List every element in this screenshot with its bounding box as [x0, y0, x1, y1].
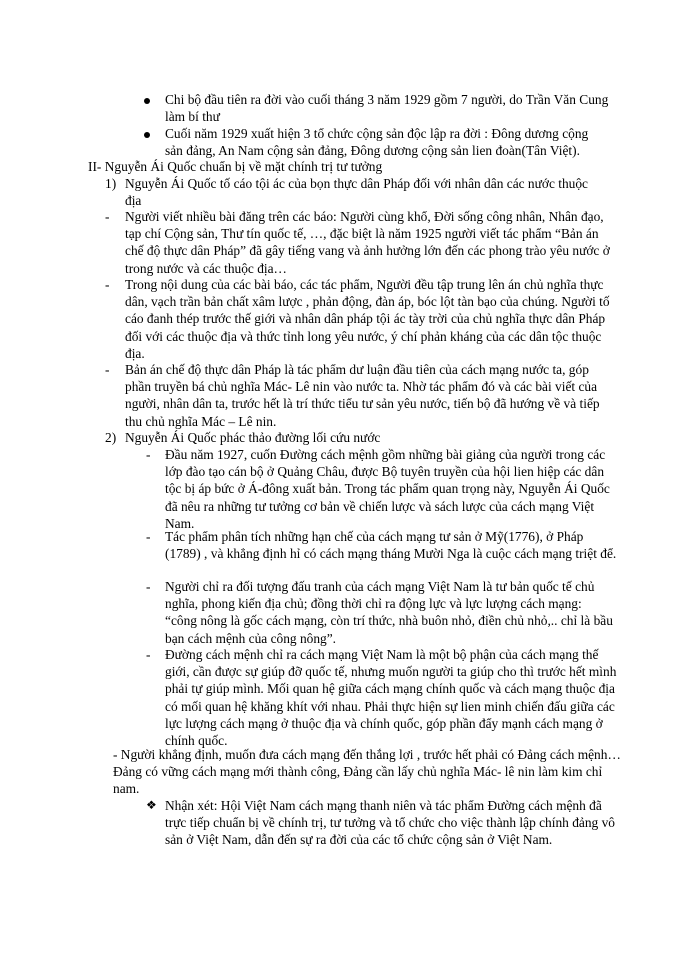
- item-1-point-3: Bản án chế độ thực dân Pháp là tác phẩm dư luận đầu tiên của cách mạng nước ta, góp phần truyền bá chủ nghĩa Mác- Lê nin vào nước ta. Nhờ tác phẩm đó và các bài viết của người, nhân dân ta, trước hết là trí thức tiểu tư sản yêu nước, tiến bộ đã hướng về và tiếp thu chủ nghĩa Mác – Lê nin.: [125, 362, 600, 429]
- top-bullet-1: Chi bộ đầu tiên ra đời vào cuối tháng 3 năm 1929 gồm 7 người, do Trần Văn Cung làm bí thư: [165, 92, 609, 125]
- dash-marker: -: [146, 447, 151, 462]
- item-1-title: Nguyễn Ái Quốc tố cáo tội ác của bọn thực dân Pháp đối với nhân dân các nước thuộc địa: [125, 176, 588, 209]
- dash-marker: -: [146, 647, 151, 662]
- remark-paragraph: Nhận xét: Hội Việt Nam cách mạng thanh niên và tác phẩm Đường cách mệnh đã trực tiếp chuẩn bị về chính trị, tư tưởng và tổ chức cho việc thành lập chính đảng vô sản ở Việt Nam, dẫn đến sự ra đời của các tổ chức cộng sản ở Việt Nam.: [165, 798, 615, 848]
- dash-marker: -: [146, 529, 151, 544]
- dash-marker: -: [146, 579, 151, 594]
- item-2-point-3: Người chỉ ra đối tượng đấu tranh của cách mạng Việt Nam là tư bản quốc tế chủ nghĩa, phong kiến địa chủ; đồng thời chỉ ra động lực và lực lượng cách mạng: “công nông là gốc cách mạng, còn trí thức, nhà buôn nhỏ, điền chủ nhỏ,.. chỉ là bầu bạn cách mệnh của công nông”.: [165, 579, 613, 646]
- dash-marker: -: [105, 277, 110, 292]
- diamond-bullet-icon: ❖: [146, 798, 157, 812]
- item-2-marker: 2): [105, 430, 117, 445]
- party-point: - Người khẳng định, muốn đưa cách mạng đến thắng lợi , trước hết phải có Đảng cách mệnh… Đảng có vững cách mạng mới thành công, Đảng cần lấy chủ nghĩa Mác- lê nin làm kim chỉ nam.: [113, 747, 621, 797]
- item-2-point-2: Tác phẩm phân tích những hạn chế của cách mạng tư sản ở Mỹ(1776), ở Pháp (1789) , và khẳng định hỉ có cách mạng tháng Mười Nga là cuộc cách mạng triệt để.: [165, 529, 617, 562]
- bullet-dot-icon: [144, 132, 150, 138]
- item-2-point-4: Đường cách mệnh chỉ ra cách mạng Việt Nam là một bộ phận của cách mạng thế giới, cần được sự giúp đỡ quốc tế, nhưng muốn người ta giúp cho thì trước hết mình phải tự giúp mình. Mối quan hệ giữa cách mạng chính quốc và cách mạng thuộc địa có mối quan hệ khăng khít với nhau. Phải thực hiện sự lien minh chiến đấu giữa các lực lượng cách mạng ở thuộc địa và chính quốc, góp phần đẩy mạnh cách mạng ở chính quốc.: [165, 647, 617, 749]
- section-heading: II- Nguyễn Ái Quốc chuẩn bị về mặt chính trị tư tưởng: [88, 159, 383, 174]
- bullet-dot-icon: [144, 98, 150, 104]
- dash-marker: -: [105, 209, 110, 224]
- item-1-marker: 1): [105, 176, 117, 191]
- item-1-point-1: Người viết nhiều bài đăng trên các báo: Người cùng khổ, Đời sống công nhân, Nhân đạo, tạp chí Cộng sản, Thư tín quốc tế, …, đặc biệt là năm 1925 người viết tác phẩm “Bản án chế độ thực dân Pháp” đã gây tiếng vang và ảnh hưởng lớn đến các phong trào yêu nước ở trong nước và các thuộc địa…: [125, 209, 610, 276]
- item-2-title: Nguyễn Ái Quốc phác thảo đường lối cứu nước: [125, 430, 381, 445]
- item-1-point-2: Trong nội dung của các bài báo, các tác phẩm, Người đều tập trung lên án chủ nghĩa thực dân, vạch trần bản chất xâm lược , phản động, đàn áp, bóc lột tàn bạo của chúng. Người tố cáo đanh thép trước thế giới và nhân dân pháp tội ác tày trời của chủ nghĩa thực dân Pháp đối với các thuộc địa và thức tỉnh long yêu nước, ý chí phản kháng của các dân tộc thuộc địa.: [125, 277, 610, 361]
- dash-marker: -: [105, 362, 110, 377]
- top-bullet-2: Cuối năm 1929 xuất hiện 3 tổ chức cộng sản độc lập ra đời : Đông dương cộng sản đảng, An Nam cộng sản đảng, Đông dương cộng sản lien đoàn(Tân Việt).: [165, 126, 589, 159]
- item-2-point-1: Đầu năm 1927, cuốn Đường cách mệnh gồm những bài giảng của người trong các lớp đào tạo cán bộ ở Quảng Châu, được Bộ tuyên truyền của hội lien hiệp các dân tộc bị áp bức ở Á-đông xuất bản. Trong tác phẩm quan trọng này, Nguyễn Ái Quốc đã nêu ra những tư tưởng cơ bản về chiến lược và sách lược của cách mạng Việt Nam.: [165, 447, 610, 531]
